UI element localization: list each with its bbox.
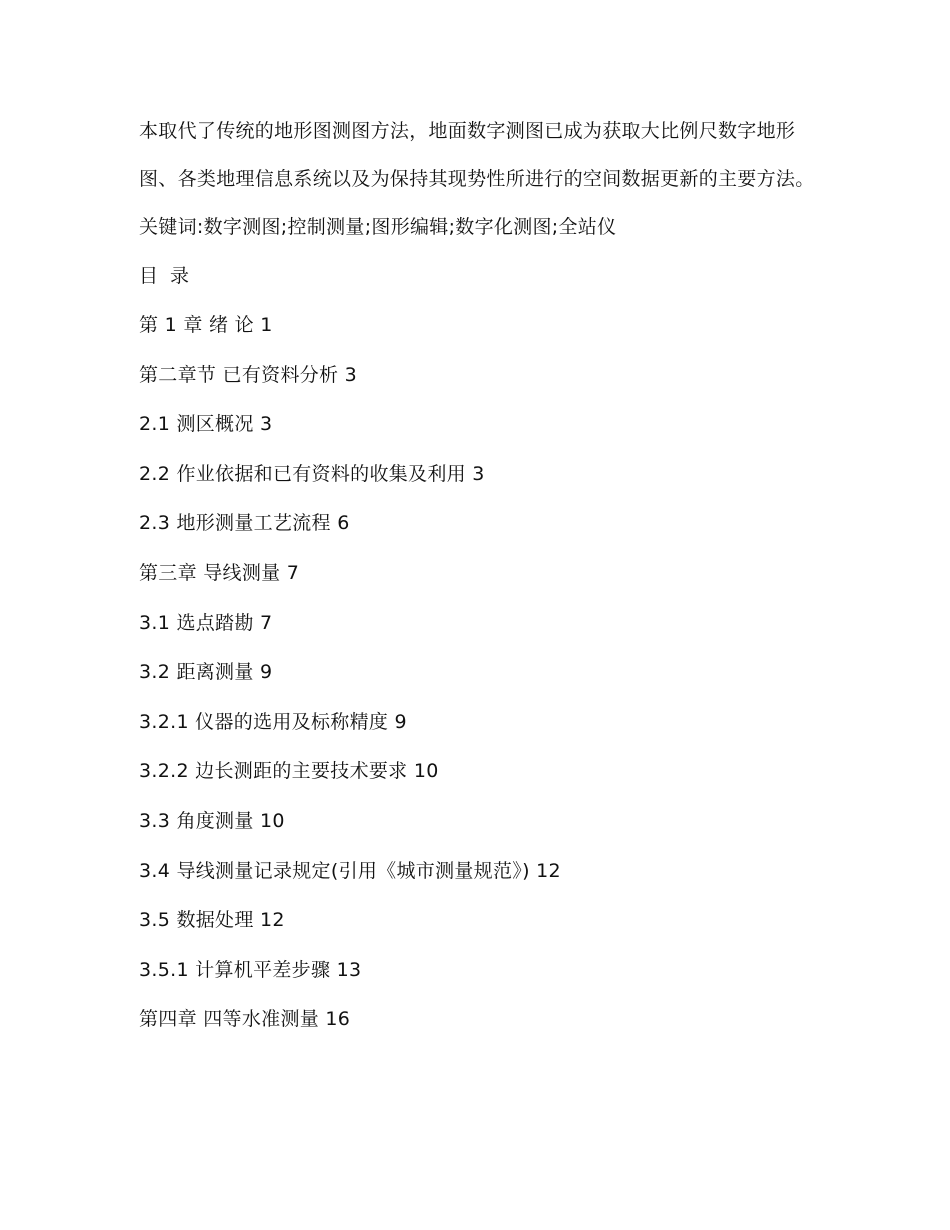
keywords-line: 关键词:数字测图;控制测量;图形编辑;数字化测图;全站仪 bbox=[139, 216, 617, 238]
toc-entry: 3.3 角度测量 10 bbox=[139, 809, 285, 832]
toc-entry: 3.2.2 边长测距的主要技术要求 10 bbox=[139, 760, 439, 783]
toc-entry: 第二章节 已有资料分析 3 bbox=[139, 363, 358, 386]
toc-entry: 3.5 数据处理 12 bbox=[139, 909, 285, 932]
body-paragraph-2: 图、各类地理信息系统以及为保持其现势性所进行的空间数据更新的主要方法。 bbox=[139, 168, 815, 190]
toc-entry: 第三章 导线测量 7 bbox=[139, 561, 300, 584]
toc-entry: 3.2 距离测量 9 bbox=[139, 661, 273, 684]
table-of-contents bbox=[139, 311, 819, 1034]
toc-entry: 3.4 导线测量记录规定(引用《城市测量规范》) 12 bbox=[139, 859, 561, 882]
toc-entry: 3.2.1 仪器的选用及标称精度 9 bbox=[139, 710, 407, 733]
toc-entry: 2.1 测区概况 3 bbox=[139, 413, 273, 436]
toc-entry: 2.3 地形测量工艺流程 6 bbox=[139, 512, 350, 535]
body-paragraph-1: 本取代了传统的地形图测图方法，地面数字测图已成为获取大比例尺数字地形 bbox=[139, 120, 796, 142]
toc-entry: 3.1 选点踏勘 7 bbox=[139, 611, 273, 634]
toc-entry: 第四章 四等水准测量 16 bbox=[139, 1008, 351, 1031]
toc-entry: 第 1 章 绪 论 1 bbox=[139, 314, 273, 336]
toc-title: 目 录 bbox=[139, 265, 190, 287]
document-content bbox=[139, 117, 819, 1055]
toc-entry: 2.2 作业依据和已有资料的收集及利用 3 bbox=[139, 462, 485, 485]
toc-entry: 3.5.1 计算机平差步骤 13 bbox=[139, 958, 362, 981]
